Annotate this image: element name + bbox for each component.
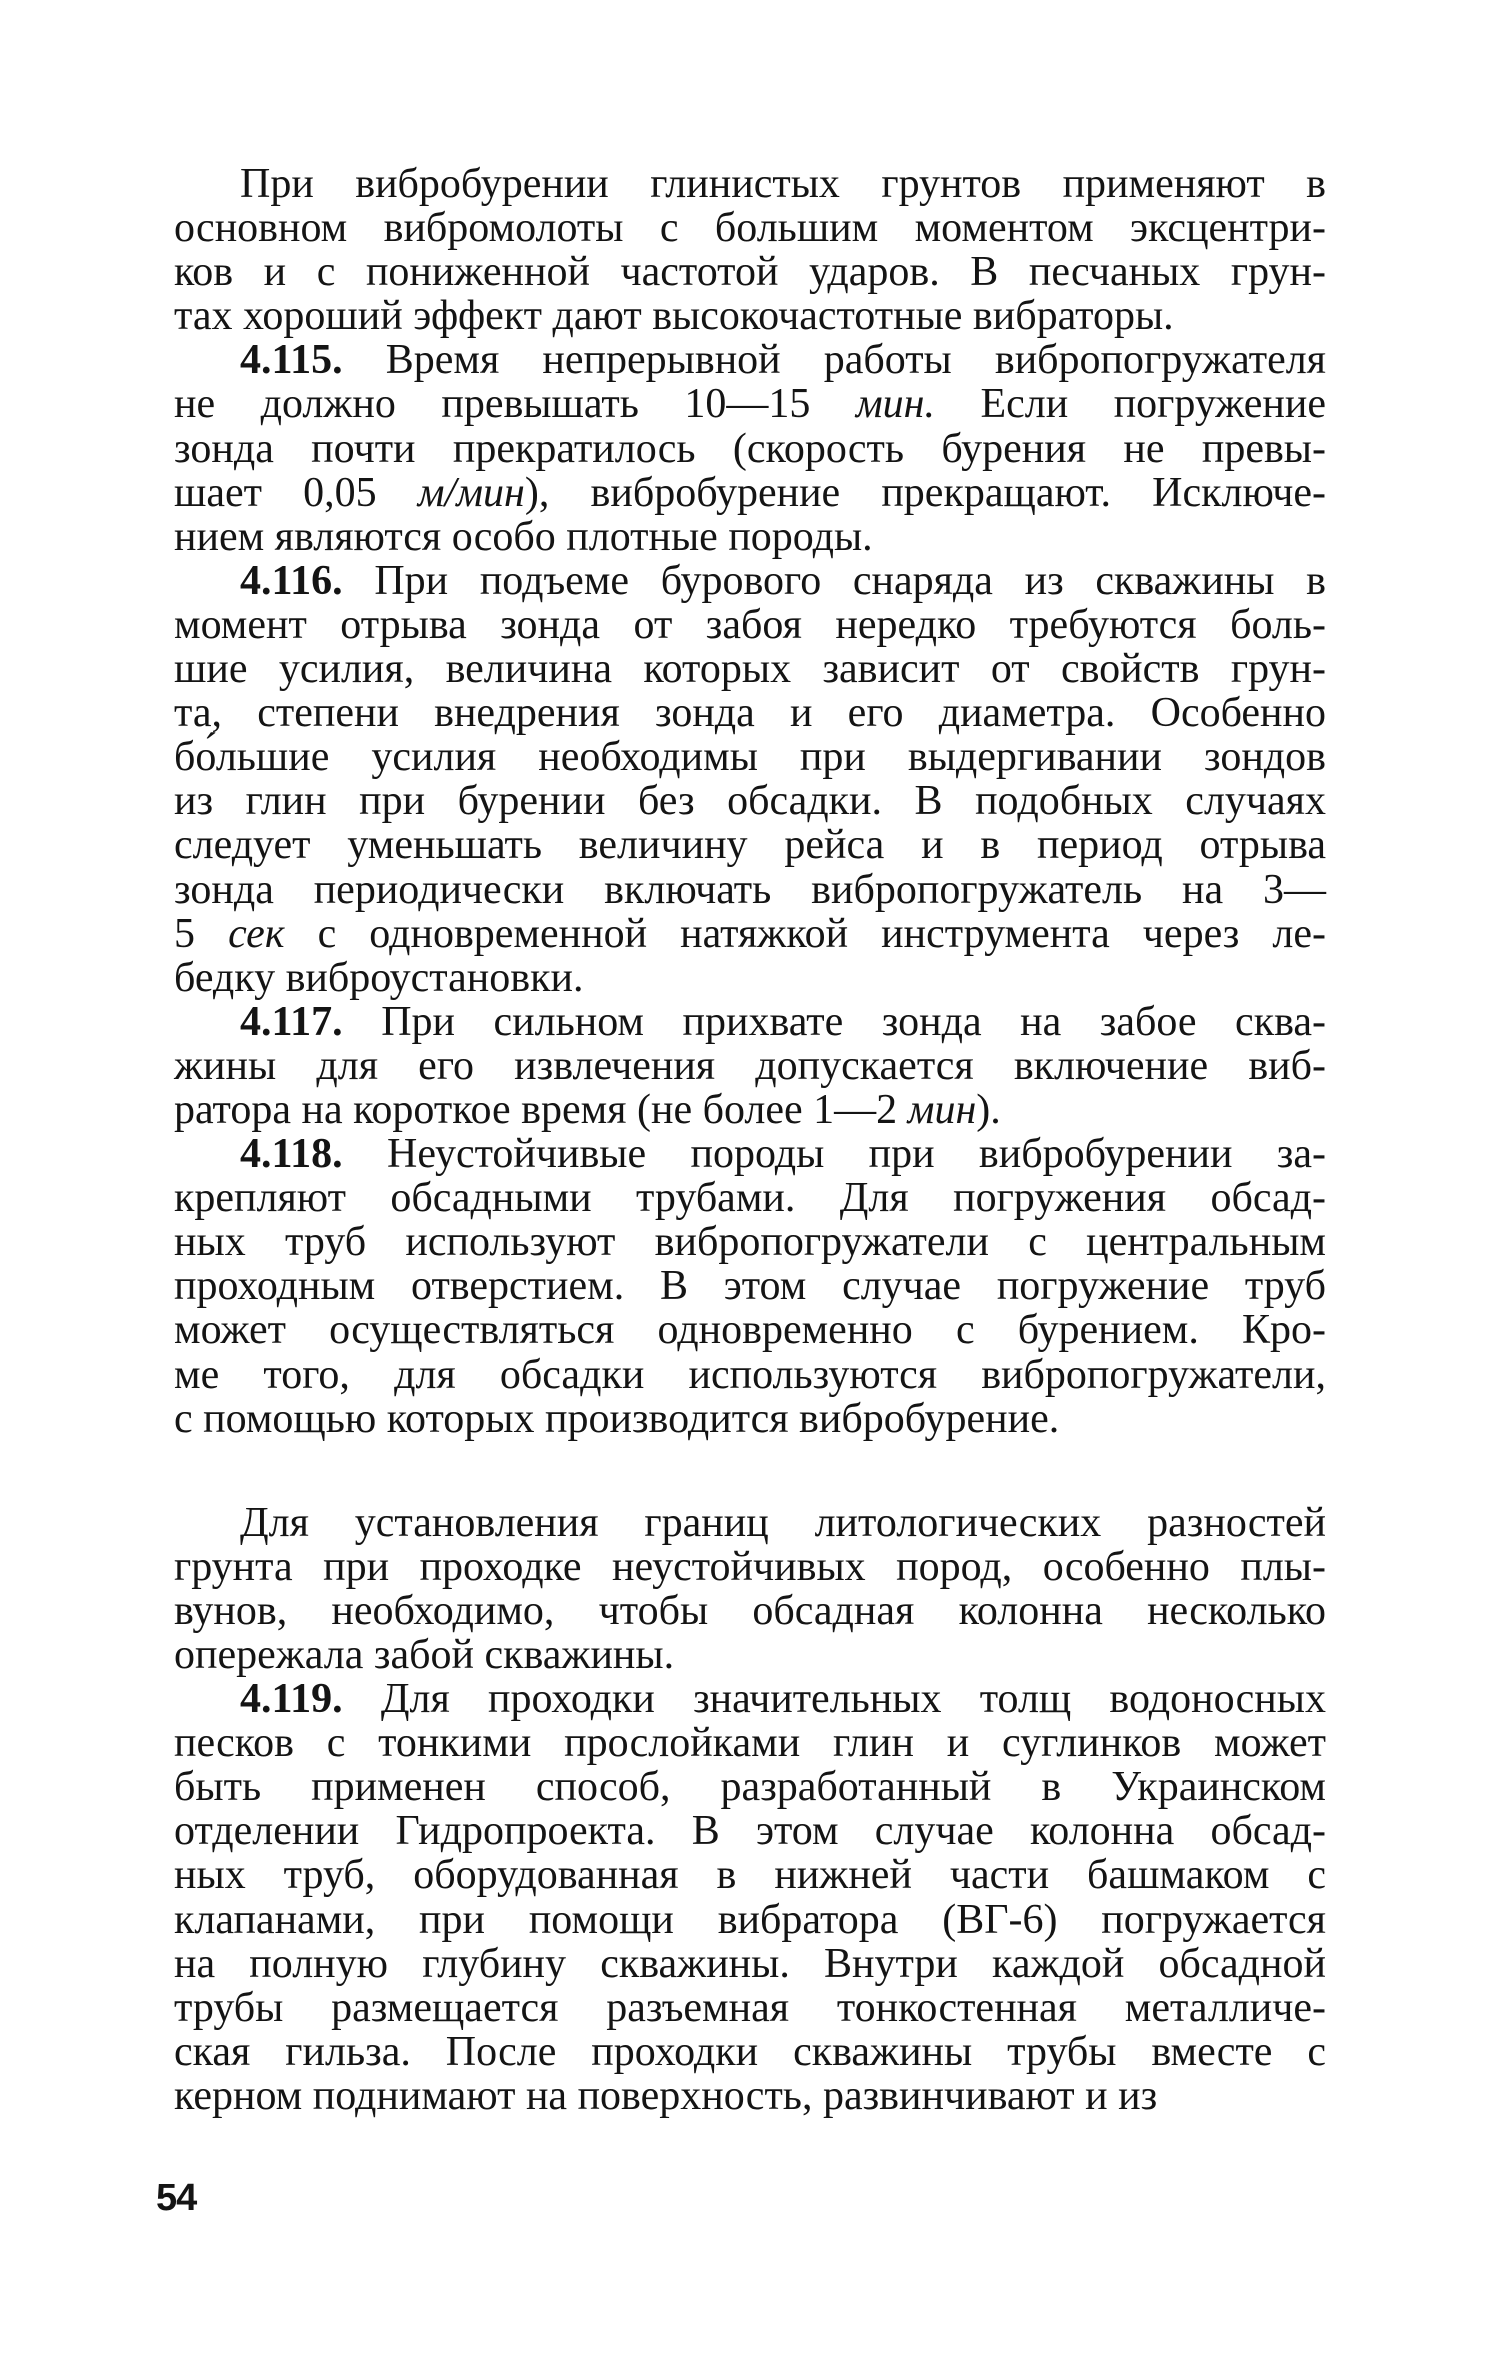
- unit-text: мин: [907, 1086, 977, 1133]
- text-run: крепляют обсадными трубами. Для погружения обсад-: [174, 1175, 1326, 1222]
- text-line: [174, 1545, 1326, 1589]
- text-line: [174, 250, 1326, 294]
- text-run: из глин при бурении без обсадки. В подобных случаях: [174, 778, 1326, 825]
- text-run: бедку виброустановки.: [174, 954, 584, 1001]
- paragraph-p-4-116: [174, 559, 1326, 1000]
- text-line: [174, 162, 1326, 206]
- text-run: основном вибромолоты с большим моментом эксцентри-: [174, 205, 1326, 252]
- paragraph-p-4-118: [174, 1132, 1326, 1441]
- text-line: [174, 294, 1326, 338]
- text-run: вунов, необходимо, чтобы обсадная колонна несколько: [174, 1587, 1326, 1634]
- text-line: [174, 1353, 1326, 1397]
- text-run: бо́льшие усилия необходимы при выдергивании зондов: [174, 734, 1326, 781]
- section-number: 4.119.: [240, 1676, 343, 1723]
- text-run: Для проходки значительных толщ водоносных: [342, 1676, 1326, 1723]
- text-line: [174, 691, 1326, 735]
- text-line: [174, 1397, 1326, 1441]
- paragraph-p-4-117: [174, 1000, 1326, 1132]
- text-line: [174, 1220, 1326, 1264]
- text-run: может осуществляться одновременно с бурением. Кро-: [174, 1307, 1326, 1354]
- text-line: [174, 912, 1326, 956]
- text-run: жины для его извлечения допускается включение виб-: [174, 1042, 1326, 1089]
- text-line: [174, 2030, 1326, 2074]
- text-run: ков и с пониженной частотой ударов. В песчаных грун-: [174, 249, 1326, 296]
- text-run: 5: [174, 910, 229, 957]
- text-line: [174, 427, 1326, 471]
- section-number: 4.116.: [240, 557, 343, 604]
- text-line: [174, 1308, 1326, 1352]
- text-run: Неустойчивые породы при вибробурении за-: [342, 1131, 1326, 1178]
- text-run: Если погружение: [935, 381, 1326, 428]
- unit-text: м/мин: [417, 469, 525, 516]
- text-run: При подъеме бурового снаряда из скважины в: [342, 557, 1326, 604]
- text-line: [174, 1721, 1326, 1765]
- text-run: опережала забой скважины.: [174, 1632, 675, 1678]
- text-line: [174, 1589, 1326, 1633]
- text-line: [174, 559, 1326, 603]
- text-line: [174, 647, 1326, 691]
- text-line: [174, 735, 1326, 779]
- text-line: [174, 1765, 1326, 1809]
- text-line: [174, 1986, 1326, 2030]
- text-run: При вибробурении глинистых грунтов применяют в: [240, 161, 1326, 207]
- text-line: [174, 1000, 1326, 1044]
- text-line: [174, 603, 1326, 647]
- text-run: отделении Гидропроекта. В этом случае колонна обсад-: [174, 1808, 1326, 1855]
- text-run: ме того, для обсадки используются вибропогружатели,: [174, 1351, 1326, 1398]
- text-line: [174, 956, 1326, 1000]
- text-run: проходным отверстием. В этом случае погружение труб: [174, 1263, 1326, 1310]
- text-run: тах хороший эффект дают высокочастотные вибраторы.: [174, 293, 1174, 340]
- text-run: ных труб используют вибропогружатели с центральным: [174, 1219, 1326, 1266]
- text-run: трубы размещается разъемная тонкостенная металличе-: [174, 1984, 1326, 2031]
- text-run: момент отрыва зонда от забоя нередко требуются боль-: [174, 601, 1326, 648]
- text-line: [174, 206, 1326, 250]
- text-line: [174, 868, 1326, 912]
- text-line: [174, 471, 1326, 515]
- text-run: ская гильза. После проходки скважины трубы вместе с: [174, 2028, 1326, 2075]
- text-run: нием являются особо плотные породы.: [174, 513, 873, 560]
- text-line: [174, 1264, 1326, 1308]
- paragraph-p-lithology: [174, 1501, 1326, 1677]
- text-line: [174, 823, 1326, 867]
- paragraph-p-vibro-soils: [174, 162, 1326, 338]
- unit-text: сек: [228, 910, 285, 957]
- section-number: 4.117.: [240, 998, 343, 1045]
- paragraph-p-4-115: [174, 338, 1326, 558]
- text-run: При сильном прихвате зонда на забое сква-: [342, 998, 1326, 1045]
- unit-text: мин.: [855, 381, 936, 428]
- text-run: ных труб, оборудованная в нижней части башмаком с: [174, 1852, 1326, 1899]
- text-line: [174, 1132, 1326, 1176]
- text-run: шает 0,05: [174, 469, 418, 516]
- text-run: следует уменьшать величину рейса и в период отрыва: [174, 822, 1326, 869]
- text-run: песков с тонкими прослойками глин и суглинков может: [174, 1720, 1326, 1767]
- text-line: [174, 1898, 1326, 1942]
- text-column: [174, 162, 1326, 2118]
- text-line: [174, 1176, 1326, 1220]
- text-line: [174, 1088, 1326, 1132]
- paragraph-p-4-119: [174, 1677, 1326, 2118]
- text-line: [174, 1942, 1326, 1986]
- text-line: [174, 382, 1326, 426]
- section-number: 4.118.: [240, 1131, 343, 1178]
- text-run: ратора на короткое время (не более 1—2: [174, 1086, 908, 1133]
- paragraph-gap: [174, 1441, 1326, 1501]
- text-line: [174, 515, 1326, 559]
- text-run: Для установления границ литологических разностей: [240, 1499, 1326, 1546]
- text-line: [174, 1044, 1326, 1088]
- text-run: с одновременной натяжкой инструмента через ле-: [284, 910, 1326, 957]
- text-run: не должно превышать 10—15: [174, 381, 856, 428]
- text-run: зонда периодически включать вибропогружатель на 3—: [174, 866, 1326, 913]
- text-line: [174, 338, 1326, 382]
- text-run: та, степени внедрения зонда и его диаметра. Особенно: [174, 690, 1326, 737]
- text-run: шие усилия, величина которых зависит от свойств грун-: [174, 646, 1326, 693]
- text-run: зонда почти прекратилось (скорость бурения не превы-: [174, 425, 1326, 472]
- text-run: ).: [976, 1086, 1001, 1133]
- text-line: [174, 1677, 1326, 1721]
- text-run: с помощью которых производится вибробурение.: [174, 1395, 1060, 1442]
- text-line: [174, 1853, 1326, 1897]
- section-number: 4.115.: [240, 337, 343, 384]
- text-run: на полную глубину скважины. Внутри каждой обсадной: [174, 1940, 1326, 1987]
- text-run: быть применен способ, разработанный в Украинском: [174, 1764, 1326, 1811]
- text-run: клапанами, при помощи вибратора (ВГ-6) погружается: [174, 1896, 1326, 1943]
- page-number: 54: [156, 2177, 197, 2219]
- text-run: керном поднимают на поверхность, развинчивают и из: [174, 2072, 1158, 2119]
- text-run: Время непрерывной работы вибропогружателя: [342, 337, 1326, 384]
- text-line: [174, 1501, 1326, 1545]
- text-run: ), вибробурение прекращают. Исключе-: [524, 469, 1327, 516]
- text-line: [174, 2074, 1326, 2118]
- text-line: [174, 1809, 1326, 1853]
- text-run: грунта при проходке неустойчивых пород, особенно плы-: [174, 1543, 1326, 1590]
- text-line: [174, 1633, 1326, 1677]
- text-line: [174, 779, 1326, 823]
